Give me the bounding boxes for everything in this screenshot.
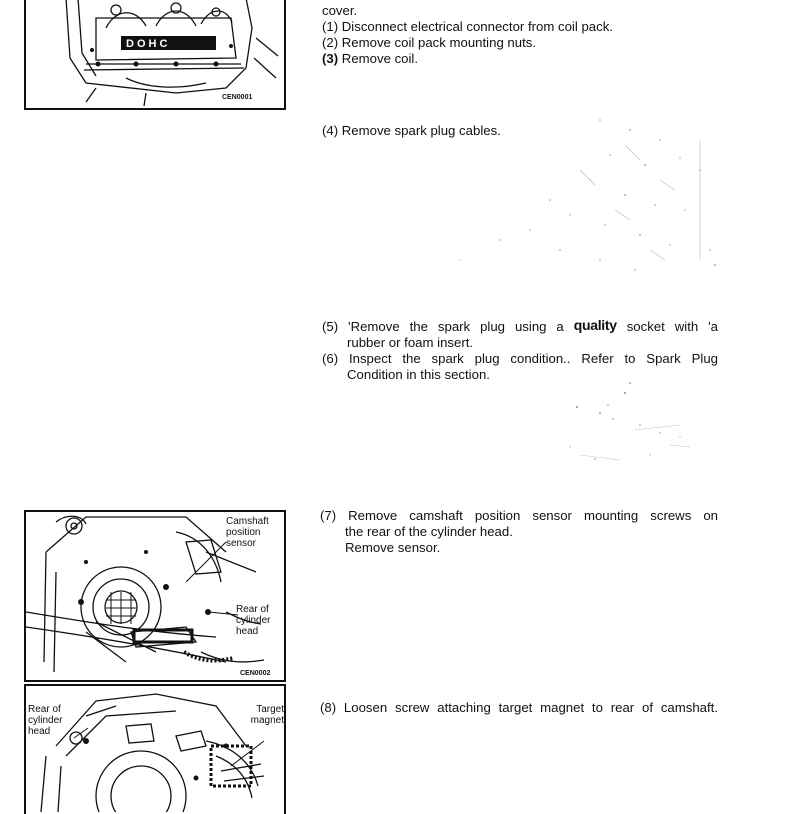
- figure-code: CEN0002: [240, 670, 271, 677]
- step-4-text: (4) Remove spark plug cables.: [322, 123, 501, 138]
- step-5-quality: quality: [573, 317, 617, 333]
- step-3: [322, 51, 718, 67]
- label-rear-of-cylinder-head: Rear of cylinder head: [236, 604, 271, 637]
- label-rear-of-cylinder-head: Rear of cylinder head: [28, 704, 63, 737]
- step-5-part-a: (5) 'Remove the spark plug using a: [322, 319, 564, 334]
- figure-coil-pack: [24, 0, 286, 110]
- step-8-text: (8) Loosen screw attaching target magnet to rear of camshaft.: [320, 700, 718, 715]
- step-1: (1) Disconnect electrical connector from coil pack.: [322, 19, 613, 34]
- step-3-text: Remove coil.: [341, 51, 419, 66]
- label-camshaft-position-sensor: Camshaft position sensor: [226, 516, 269, 549]
- figure-camshaft-sensor: [24, 510, 286, 682]
- figure-code: CEN0001: [222, 94, 253, 101]
- step-7-line-1: (7) Remove camshaft position sensor mounting screws on: [320, 508, 718, 523]
- faded-figure-remnant: [400, 110, 730, 290]
- intro-fragment: cover.: [322, 3, 358, 18]
- step-2: (2) Remove coil pack mounting nuts.: [322, 35, 537, 50]
- step-6-line-2: Condition in this section.: [347, 367, 490, 382]
- step-8: [320, 700, 718, 716]
- figure-target-magnet: [24, 684, 286, 814]
- step-5-part-b: socket with 'a: [626, 319, 719, 334]
- steps-coil-removal: [322, 3, 718, 67]
- step-5-line-2: rubber or foam insert.: [347, 335, 474, 350]
- step-7-line-3: Remove sensor.: [345, 540, 441, 555]
- step-3-number: (3): [322, 51, 339, 66]
- step-7-line-2: the rear of the cylinder head.: [345, 524, 513, 539]
- step-6-line-1: (6) Inspect the spark plug condition.. Refer to Spark Plug: [322, 351, 718, 366]
- engine-top-illustration: [26, 0, 284, 108]
- engine-badge: DOHC: [126, 38, 171, 50]
- steps-spark-plug: [322, 317, 718, 383]
- step-7: [320, 508, 718, 556]
- faded-figure-remnant-2: [520, 375, 720, 475]
- step-5-line-1: [322, 317, 718, 335]
- label-target-magnet: Target magnet: [250, 704, 284, 726]
